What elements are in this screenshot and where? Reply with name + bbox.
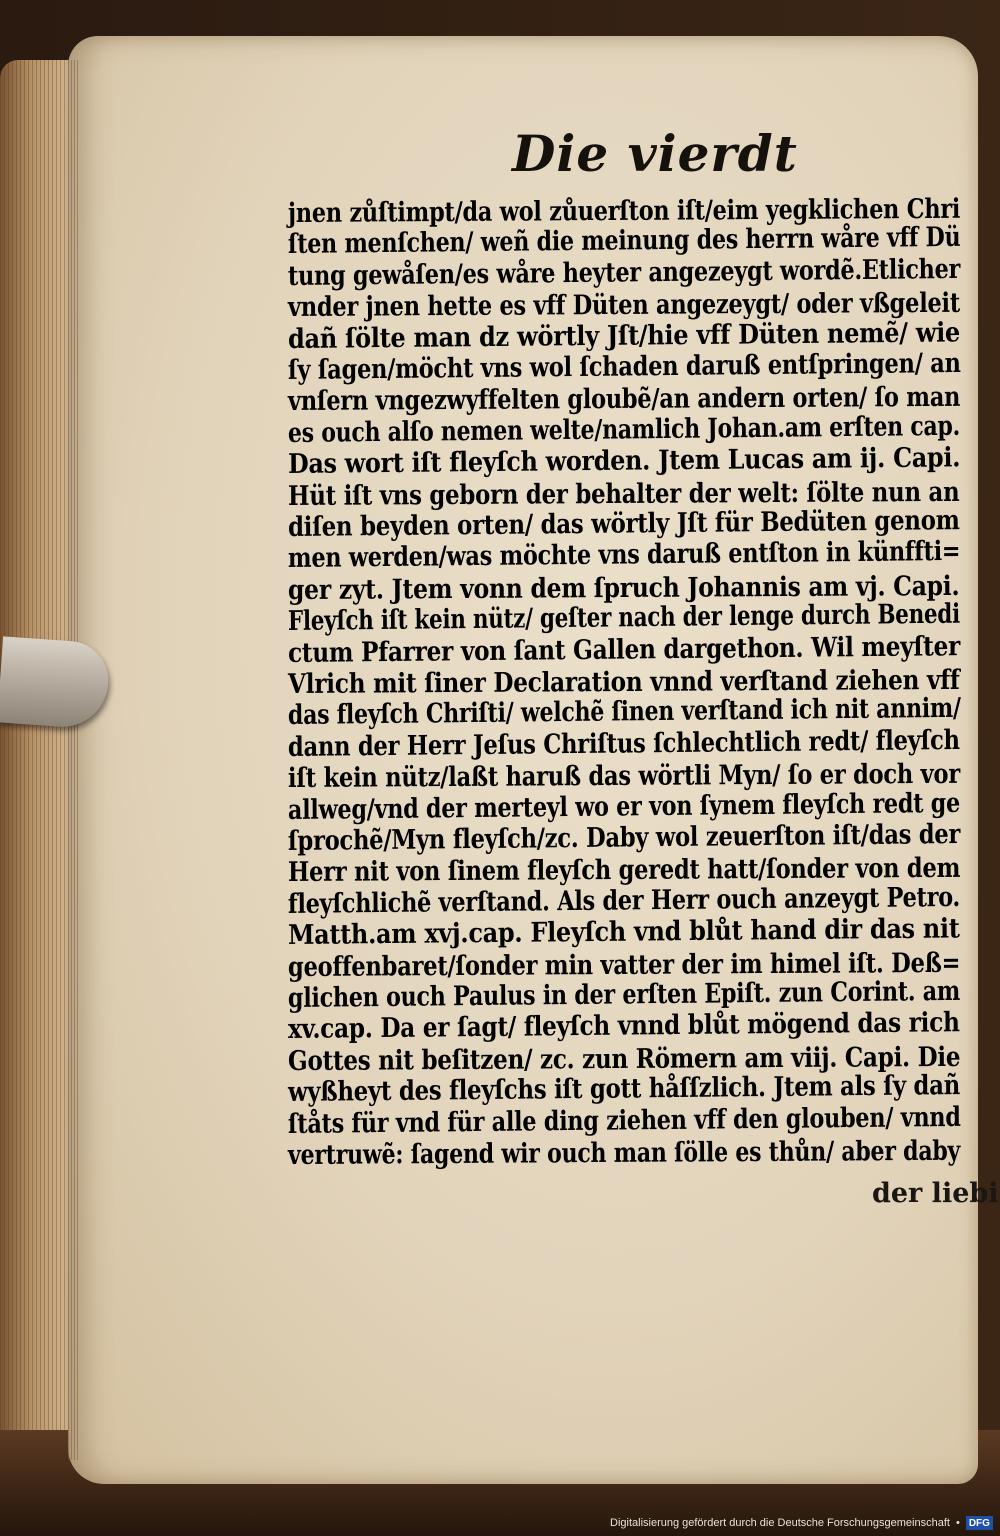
text-line: Vlrich mit ſiner Declaration vnnd verſtand ziehen vff <box>287 664 960 700</box>
text-line: xv.cap. Da er ſagt/ fleyſch vnnd blůt mögend das rich <box>287 1007 960 1046</box>
text-line: iſt kein nütz/laßt haruß das wörtli Myn/ ſo er doch vor <box>287 758 961 795</box>
text-line: ſy ſagen/möcht vns wol ſchaden daruß entſpringen/ an <box>287 347 961 386</box>
dfg-logo: DFG <box>966 1516 993 1530</box>
text-line: Fleyſch iſt kein nütz/ geſter nach der lenge durch Benedi <box>287 598 961 638</box>
text-line: Matth.am xvj.cap. Fleyſch vnd blůt hand dir das nit <box>287 913 960 952</box>
text-line: Das wort iſt fleyſch worden. Jtem Lucas am ij. Capi. <box>287 442 961 481</box>
text-line: men werden/was möchte vns daruß entſton in künffti= <box>287 536 961 575</box>
running-head: Die vierdt <box>512 124 798 183</box>
text-line: ſprochẽ/Myn fleyſch/zc. Daby wol zeuerſton iſt/das der <box>287 818 961 857</box>
text-line: es ouch alſo nemen welte/namlich Johan.am erſten cap. <box>287 410 961 449</box>
text-line: vertruwẽ: ſagend wir ouch man ſölle es thůn/ aber daby <box>287 1135 961 1171</box>
text-line: Gottes nit beſitzen/ zc. zun Römern am viij. Capi. Die <box>287 1041 961 1077</box>
text-line: fleyſchlichẽ verſtand. Als der Herr ouch anzeygt Petro. <box>287 881 961 920</box>
footer-separator: • <box>955 1517 960 1529</box>
text-line: dann der Herr Jeſus Chriſtus ſchlechtlich redt/ fleyſch <box>287 724 960 763</box>
text-line: diſen beyden orten/ das wörtly Jſt für Bedüten genom <box>287 505 960 543</box>
text-line: ctum Pfarrer von ſant Gallen dargethon. Wil meyſter <box>287 630 961 669</box>
text-line: das fleyſch Chriſti/ welchẽ ſinen verſtand ich nit annim/ <box>287 693 961 732</box>
text-line: wyßheyt des fleyſchs iſt gott håſſzlich. Jtem als ſy dañ <box>287 1070 961 1109</box>
page-edge <box>68 60 80 1460</box>
text-line: vnſern vngezwyffelten gloubẽ/an andern orten/ ſo man <box>287 382 961 418</box>
text-line: glichen ouch Paulus in der erſten Epiſt. zun Corint. am <box>287 975 961 1014</box>
catchword: der liebi <box>872 1178 999 1209</box>
text-line: dañ ſölte man dz wörtly Jſt/hie vff Düten nemẽ/ wie <box>287 316 961 355</box>
text-line: Hüt iſt vns geborn der behalter der welt: ſölte nun an <box>287 476 960 512</box>
text-line: tung gewåſen/es wåre heyter angezeygt wordẽ.Etlicher <box>287 253 961 292</box>
text-line: ſten menſchen/ weñ die meinung des herrn wåre vff Dü <box>287 222 961 261</box>
text-line: ger zyt. Jtem vonn dem ſpruch Johannis am vj. Capi. <box>287 570 960 606</box>
text-line: ſtåts für vnd für alle ding ziehen vff den glouben/ vnnd <box>287 1101 961 1140</box>
text-line: geoffenbaret/ſonder min vatter der im himel iſt. Deß= <box>287 947 961 983</box>
text-line: Herr nit von ſinem fleyſch geredt hatt/ſonder von dem <box>287 853 961 889</box>
text-line: jnen zůſtimpt/da wol zůuerſton iſt/eim yegklichen Chri <box>287 193 961 229</box>
digitization-footer <box>610 1514 993 1532</box>
text-line: vnder jnen hette es vff Düten angezeygt/ oder vßgeleit <box>287 287 961 324</box>
text-line: allweg/vnd der merteyl wo er von ſynem fleyſch redt ge <box>287 787 961 826</box>
funding-credit: Digitalisierung gefördert durch die Deutsche Forschungsgemeinschaft <box>610 1517 950 1529</box>
